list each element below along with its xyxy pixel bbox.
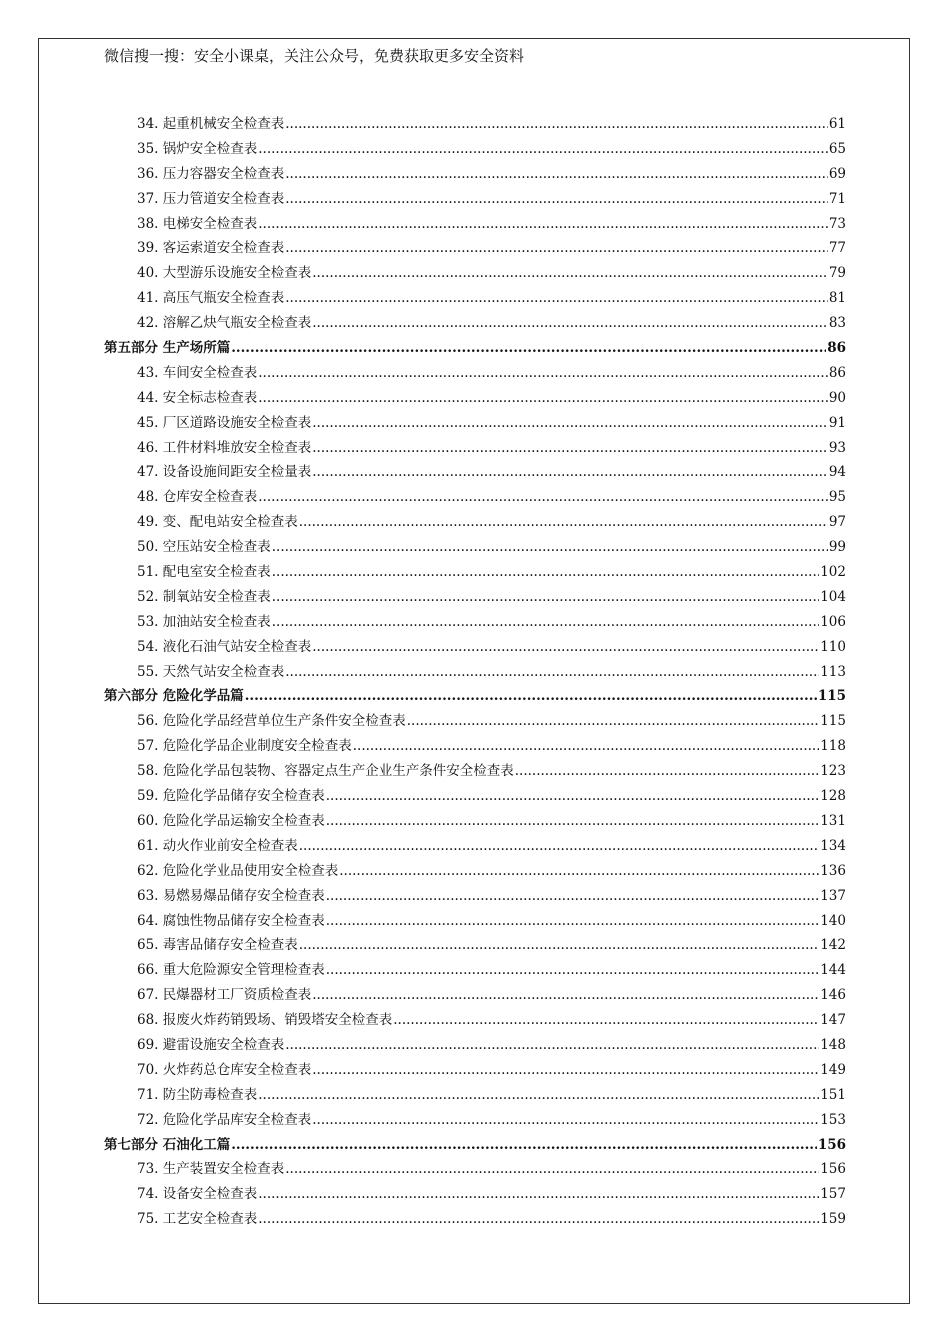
toc-entry[interactable]	[104, 933, 846, 958]
toc-entry-title: 69. 避雷设施安全检查表	[137, 1036, 285, 1053]
toc-page-number: 151	[820, 1086, 846, 1103]
toc-entry-title: 39. 客运索道安全检查表	[137, 240, 285, 257]
toc-page-number: 73	[828, 215, 846, 232]
toc-dot-leader	[299, 510, 828, 535]
toc-entry[interactable]	[104, 361, 846, 386]
toc-dot-leader	[312, 460, 828, 485]
toc-dot-leader	[285, 660, 819, 685]
toc-entry-title: 67. 民爆器材工厂资质检查表	[137, 987, 312, 1004]
toc-dot-leader	[285, 1157, 819, 1182]
toc-page-number: 159	[820, 1211, 846, 1228]
toc-entry[interactable]	[104, 460, 846, 485]
toc-entry-title: 71. 防尘防毒检查表	[137, 1086, 258, 1103]
toc-dot-leader	[312, 635, 819, 660]
toc-page-number: 148	[820, 1036, 846, 1053]
toc-entry-title: 43. 车间安全检查表	[137, 364, 258, 381]
toc-dot-leader	[258, 1207, 819, 1232]
toc-page-number: 128	[820, 788, 846, 805]
toc-entry-title: 37. 压力管道安全检查表	[137, 190, 285, 207]
toc-entry[interactable]	[104, 834, 846, 859]
toc-page-number: 131	[820, 812, 846, 829]
toc-dot-leader	[353, 734, 819, 759]
toc-page-number: 153	[820, 1111, 846, 1128]
toc-dot-leader	[285, 236, 828, 261]
toc-dot-leader	[312, 436, 828, 461]
toc-dot-leader	[258, 212, 828, 237]
toc-entry-title: 65. 毒害品储存安全检查表	[137, 937, 298, 954]
toc-entry[interactable]	[104, 112, 846, 137]
toc-dot-leader	[299, 834, 819, 859]
toc-dot-leader	[326, 958, 819, 983]
toc-entry[interactable]	[104, 585, 846, 610]
toc-page-number: 102	[820, 564, 846, 581]
toc-entry-title: 35. 锅炉安全检查表	[137, 140, 258, 157]
toc-entry-title: 50. 空压站安全检查表	[137, 539, 271, 556]
toc-page-number: 146	[820, 987, 846, 1004]
toc-dot-leader	[285, 286, 828, 311]
toc-dot-leader	[245, 684, 817, 709]
toc-page-number: 144	[820, 962, 846, 979]
toc-entry-title: 52. 制氧站安全检查表	[137, 588, 271, 605]
table-of-contents	[104, 112, 846, 1232]
toc-dot-leader	[258, 137, 828, 162]
toc-entry[interactable]	[104, 311, 846, 336]
toc-entry[interactable]	[104, 386, 846, 411]
toc-entry-title: 55. 天然气站安全检查表	[137, 663, 285, 680]
toc-dot-leader	[326, 784, 819, 809]
toc-dot-leader	[326, 809, 819, 834]
toc-entry-title: 75. 工艺安全检查表	[137, 1211, 258, 1228]
toc-dot-leader	[312, 261, 828, 286]
toc-dot-leader	[258, 485, 828, 510]
toc-entry-title: 44. 安全标志检查表	[137, 389, 258, 406]
toc-entry-title: 63. 易燃易爆品储存安全检查表	[137, 887, 325, 904]
toc-dot-leader	[231, 336, 826, 361]
toc-dot-leader	[258, 1083, 819, 1108]
toc-entry[interactable]	[104, 709, 846, 734]
toc-entry-title: 70. 火炸药总仓库安全检查表	[137, 1061, 312, 1078]
toc-entry-title: 41. 高压气瓶安全检查表	[137, 290, 285, 307]
toc-dot-leader	[407, 709, 819, 734]
toc-page-number: 95	[828, 489, 846, 506]
toc-entry[interactable]	[104, 560, 846, 585]
header-note: 微信搜一搜：安全小课桌，关注公众号，免费获取更多安全资料	[104, 47, 525, 65]
toc-page-number: 97	[828, 514, 846, 531]
toc-dot-leader	[258, 386, 828, 411]
toc-page-number: 123	[820, 763, 846, 780]
toc-entry-title: 第六部分 危险化学品篇	[104, 688, 244, 705]
toc-page-number: 156	[820, 1161, 846, 1178]
toc-entry[interactable]	[104, 784, 846, 809]
toc-entry[interactable]	[104, 236, 846, 261]
toc-dot-leader	[285, 112, 828, 137]
toc-entry[interactable]	[104, 286, 846, 311]
toc-entry-title: 46. 工件材料堆放安全检查表	[137, 439, 312, 456]
toc-page-number: 69	[828, 165, 846, 182]
toc-page-number: 91	[828, 414, 846, 431]
toc-entry[interactable]	[104, 1182, 846, 1207]
toc-entry[interactable]	[104, 261, 846, 286]
toc-entry-title: 47. 设备设施间距安全检量表	[137, 464, 312, 481]
toc-dot-leader	[285, 162, 828, 187]
toc-page-number: 65	[828, 140, 846, 157]
toc-entry[interactable]	[104, 535, 846, 560]
toc-page-number: 113	[820, 663, 846, 680]
toc-page-number: 86	[828, 364, 846, 381]
toc-entry[interactable]	[104, 759, 846, 784]
toc-entry[interactable]	[104, 1108, 846, 1133]
toc-entry-title: 74. 设备安全检查表	[137, 1186, 258, 1203]
toc-page-number: 93	[828, 439, 846, 456]
toc-entry[interactable]	[104, 958, 846, 983]
toc-section-heading[interactable]	[104, 684, 846, 709]
toc-entry-title: 54. 液化石油气站安全检查表	[137, 638, 312, 655]
toc-page-number: 118	[820, 738, 846, 755]
toc-dot-leader	[272, 610, 819, 635]
toc-page-number: 137	[820, 887, 846, 904]
toc-entry-title: 34. 起重机械安全检查表	[137, 116, 285, 132]
toc-dot-leader	[272, 585, 819, 610]
toc-entry-title: 42. 溶解乙炔气瓶安全检查表	[137, 315, 312, 332]
toc-entry-title: 38. 电梯安全检查表	[137, 215, 258, 232]
toc-entry[interactable]	[104, 1207, 846, 1232]
toc-page-number: 104	[820, 588, 846, 605]
toc-dot-leader	[312, 1058, 819, 1083]
toc-page-number: 86	[827, 340, 846, 357]
toc-page-number: 110	[820, 638, 846, 655]
toc-page-number: 157	[820, 1186, 846, 1203]
toc-page-number: 140	[820, 912, 846, 929]
toc-entry-title: 51. 配电室安全检查表	[137, 564, 271, 581]
toc-entry[interactable]	[104, 610, 846, 635]
toc-entry[interactable]	[104, 436, 846, 461]
toc-entry-title: 56. 危险化学品经营单位生产条件安全检查表	[137, 713, 406, 730]
toc-entry-title: 40. 大型游乐设施安全检查表	[137, 265, 312, 282]
toc-page-number: 79	[828, 265, 846, 282]
toc-entry[interactable]	[104, 884, 846, 909]
toc-entry-title: 48. 仓库安全检查表	[137, 489, 258, 506]
toc-page-number: 134	[820, 837, 846, 854]
toc-entry[interactable]	[104, 1033, 846, 1058]
toc-entry[interactable]	[104, 809, 846, 834]
toc-entry-title: 60. 危险化学品运输安全检查表	[137, 812, 325, 829]
toc-entry-title: 57. 危险化学品企业制度安全检查表	[137, 738, 352, 755]
toc-entry[interactable]	[104, 635, 846, 660]
toc-dot-leader	[299, 933, 819, 958]
toc-entry-title: 第五部分 生产场所篇	[104, 340, 231, 357]
toc-dot-leader	[339, 859, 819, 884]
toc-page-number: 136	[820, 862, 846, 879]
toc-dot-leader	[272, 535, 828, 560]
toc-entry-title: 64. 腐蚀性物品储存安全检查表	[137, 912, 325, 929]
toc-entry-title: 68. 报废火炸药销毁场、销毁塔安全检查表	[137, 1012, 393, 1029]
toc-section-heading[interactable]	[104, 1133, 846, 1158]
toc-dot-leader	[285, 1033, 819, 1058]
toc-page-number: 83	[828, 315, 846, 332]
toc-dot-leader	[312, 1108, 819, 1133]
toc-entry-title: 66. 重大危险源安全管理检查表	[137, 962, 325, 979]
toc-entry-title: 53. 加油站安全检查表	[137, 613, 271, 630]
toc-entry-title: 61. 动火作业前安全检查表	[137, 837, 298, 854]
toc-entry-title: 58. 危险化学品包装物、容器定点生产企业生产条件安全检查表	[137, 763, 514, 780]
toc-entry[interactable]	[104, 212, 846, 237]
toc-entry[interactable]	[104, 1058, 846, 1083]
toc-page-number: 90	[828, 389, 846, 406]
toc-entry[interactable]	[104, 187, 846, 212]
toc-entry-title: 49. 变、配电站安全检查表	[137, 514, 298, 531]
toc-entry[interactable]	[104, 660, 846, 685]
toc-page-number: 149	[820, 1061, 846, 1078]
toc-entry-title: 59. 危险化学品储存安全检查表	[137, 788, 325, 805]
toc-entry[interactable]	[104, 411, 846, 436]
toc-entry-title: 第七部分 石油化工篇	[104, 1136, 231, 1153]
toc-page-number: 106	[820, 613, 846, 630]
toc-dot-leader	[393, 1008, 819, 1033]
toc-entry[interactable]	[104, 859, 846, 884]
toc-entry-title: 73. 生产装置安全检查表	[137, 1161, 285, 1178]
toc-dot-leader	[312, 311, 828, 336]
toc-page-number: 71	[828, 190, 846, 207]
toc-page-number: 81	[828, 290, 846, 307]
toc-page-number: 142	[820, 937, 846, 954]
toc-section-heading[interactable]	[104, 336, 846, 361]
toc-dot-leader	[285, 187, 828, 212]
toc-page-number: 156	[817, 1136, 846, 1153]
toc-dot-leader	[272, 560, 819, 585]
toc-entry-title: 36. 压力容器安全检查表	[137, 165, 285, 182]
toc-dot-leader	[312, 983, 819, 1008]
toc-dot-leader	[515, 759, 819, 784]
toc-page-number: 115	[820, 713, 846, 730]
toc-page-number: 61	[828, 116, 846, 132]
toc-entry[interactable]	[104, 1083, 846, 1108]
toc-page-number: 77	[828, 240, 846, 257]
toc-entry[interactable]	[104, 909, 846, 934]
toc-page-number: 99	[828, 539, 846, 556]
toc-entry[interactable]	[104, 510, 846, 535]
toc-page-number: 94	[828, 464, 846, 481]
toc-dot-leader	[258, 361, 828, 386]
toc-entry[interactable]	[104, 162, 846, 187]
toc-entry-title: 45. 厂区道路设施安全检查表	[137, 414, 312, 431]
toc-entry[interactable]	[104, 734, 846, 759]
toc-page-number: 115	[817, 688, 846, 705]
toc-entry[interactable]	[104, 1157, 846, 1182]
toc-dot-leader	[326, 884, 819, 909]
toc-dot-leader	[312, 411, 828, 436]
toc-dot-leader	[258, 1182, 819, 1207]
toc-dot-leader	[326, 909, 819, 934]
toc-entry-title: 72. 危险化学品库安全检查表	[137, 1111, 312, 1128]
toc-dot-leader	[231, 1133, 817, 1158]
toc-page-number: 147	[820, 1012, 846, 1029]
toc-entry[interactable]	[104, 1008, 846, 1033]
toc-entry[interactable]	[104, 485, 846, 510]
toc-entry-title: 62. 危险化学业品使用安全检查表	[137, 862, 339, 879]
toc-entry[interactable]	[104, 137, 846, 162]
toc-entry[interactable]	[104, 983, 846, 1008]
